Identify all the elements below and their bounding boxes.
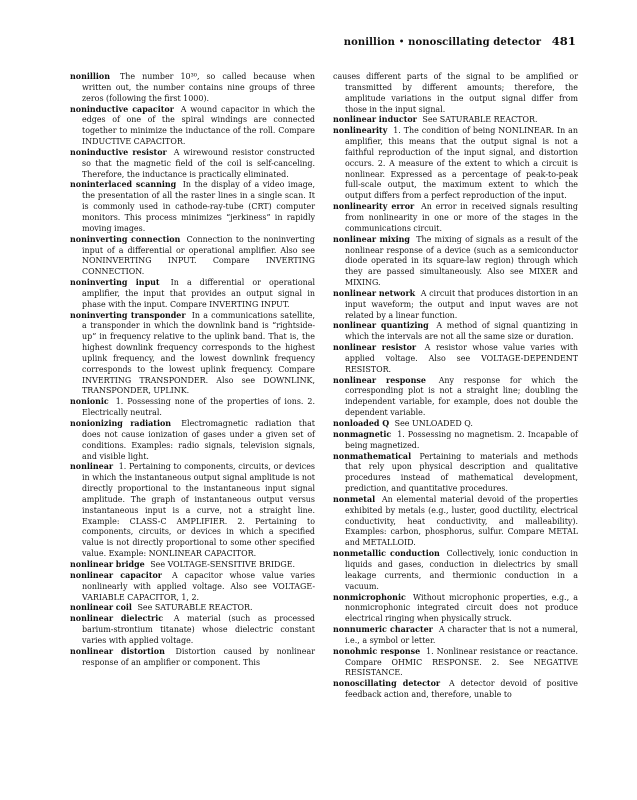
- entry-term: nonlinear bridge: [70, 559, 145, 569]
- entry-definition: A character that is not a numeral, i.e., a symbol or letter.: [345, 625, 578, 645]
- dictionary-entry: [333, 343, 578, 376]
- dictionary-entry: [70, 647, 315, 669]
- entry-definition: A wound capacitor in which the edges of one of the spiral windings are connected together to minimize the inductance of the roll. Compare INDUCTIVE CAPACITOR.: [82, 104, 315, 147]
- dictionary-entry: [333, 625, 578, 647]
- dictionary-entry: [333, 593, 578, 626]
- entry-definition: A resistor whose value varies with applied voltage. Also see VOLTAGE-DEPENDENT RESISTOR.: [345, 343, 579, 374]
- dictionary-entry: [333, 419, 578, 430]
- entry-term: nonmetallic conduction: [333, 549, 440, 559]
- entry-definition: A wirewound resistor constructed so that the magnetic field of the coil is self-canceling. Therefore, the inductance is practically eliminated.: [82, 147, 315, 179]
- entry-definition: The mixing of signals as a result of the nonlinear response of a device (such as a semiconductor diode operated in its square-law region) through which they are passed simultaneously. Also see MIXER and MIXING.: [345, 234, 578, 288]
- entry-term: nonlinear mixing: [333, 234, 410, 244]
- entry-definition: In a communications satellite, a transponder in which the downlink band is “rightside-up” in frequency relative to the uplink band. That is, the highest downlink frequency corresponds to the highest uplink frequency, and the lowest downlink frequency corresponds to the lowest uplink frequency. Compare INVERTING TRANSPONDER. Also see DOWNLINK, TRANSPONDER, UPLINK.: [82, 310, 315, 396]
- entry-term: nonillion: [70, 72, 110, 81]
- dictionary-entry: [70, 397, 315, 419]
- entry-term: nonlinear coil: [70, 603, 132, 613]
- entry-term: nonloaded Q: [333, 419, 390, 428]
- entry-definition: Without microphonic properties, e.g., a nonmicrophonic integrated circuit does not produce electrical ringing when physically struck.: [345, 592, 578, 624]
- entry-term: noninductive resistor: [70, 147, 167, 157]
- entry-definition: A circuit that produces distortion in an input waveform; the output and input waves are not related by a linear function.: [345, 288, 579, 320]
- dictionary-entry: [70, 419, 315, 462]
- entry-definition: A detector devoid of positive feedback action and, therefore, unable to: [345, 679, 578, 700]
- dictionary-entry: [70, 571, 315, 604]
- entry-term: nonlinear resistor: [333, 343, 417, 353]
- entry-term: nonnumeric character: [333, 625, 433, 635]
- right-column: [333, 72, 578, 701]
- entry-term: nonmetal: [333, 494, 376, 504]
- entry-definition: See SATURABLE REACTOR.: [422, 115, 538, 125]
- entry-term: nonlinearity: [333, 126, 388, 136]
- dictionary-entry: [70, 603, 315, 614]
- entry-definition: Any response for which the corresponding plot is not a straight line; doubling the independent variable, for example, does not double the dependent variable.: [345, 375, 578, 418]
- entry-definition: See UNLOADED Q.: [394, 419, 473, 428]
- entry-definition: 1. Pertaining to components, circuits, or devices in which the instantaneous output signal amplitude is not directly proportional to the instantaneous input signal amplitude. The graph of instantaneous output versus instantaneous input is a curve, not a straight line. Example: CLASS-C AMPLIFIER. 2. Pertaining to components, circuits, or devices in which a specified value is not directly proportional to some other specified value. Example: NONLINEAR CAPACITOR.: [82, 462, 315, 559]
- entry-term: nonlinear distortion: [70, 646, 165, 656]
- entry-term: nonmicrophonic: [333, 592, 406, 602]
- dictionary-entry: [333, 495, 578, 549]
- entry-term: noninterlaced scanning: [70, 180, 177, 190]
- left-column: [70, 72, 315, 668]
- entry-term: nonoscillating detector: [333, 679, 441, 689]
- dictionary-entry: [333, 679, 578, 701]
- dictionary-entry: [70, 614, 315, 647]
- entry-term: nonohmic response: [333, 646, 421, 656]
- entry-term: nonlinear network: [333, 288, 416, 298]
- dictionary-entry: [333, 289, 578, 322]
- entry-term: nonmagnetic: [333, 429, 392, 439]
- entry-term: nonlinear capacitor: [70, 570, 162, 580]
- entry-definition: See VOLTAGE-SENSITIVE BRIDGE.: [150, 559, 296, 569]
- entry-term: nonlinear: [70, 462, 114, 472]
- dictionary-entry: [70, 72, 315, 105]
- dictionary-entry: [70, 105, 315, 148]
- dictionary-entry: [333, 115, 578, 126]
- entry-term: nonlinear quantizing: [333, 321, 429, 331]
- entry-term: noninverting connection: [70, 234, 181, 244]
- entry-definition: In a differential or operational amplifier, the input that provides an output signal in phase with the input. Compare INVERTING INPUT.: [82, 278, 315, 309]
- running-header: [70, 34, 576, 48]
- entry-definition: A material (such as processed barium-strontium titanate) whose dielectric constant varies with applied voltage.: [82, 614, 315, 645]
- entry-definition: causes different parts of the signal to be amplified or transmitted by different amounts; therefore, the amplitude variations in the output signal differ from those in the input signal.: [333, 72, 578, 114]
- dictionary-entry: [70, 462, 315, 560]
- dictionary-entry: [70, 235, 315, 278]
- dictionary-entry: [333, 321, 578, 343]
- entry-definition: 1. The condition of being NONLINEAR. In an amplifier, this means that the output signal is not a faithful reproduction of the input signal, and distortion occurs. 2. A measure of the extent to which a circuit is nonlinear. Expressed as a percentage of peak-to-peak full-scale output, the maximum extent to which the output differs from a perfect reproduction of the input.: [345, 126, 578, 201]
- entry-definition: Pertaining to materials and methods that rely upon physical description and qualitative procedures instead of mathematical development, prediction, and quantitative procedures.: [345, 451, 578, 494]
- entry-term: nonionic: [70, 397, 109, 407]
- dictionary-entry: [333, 452, 578, 495]
- entry-definition: 1. Possessing none of the properties of ions. 2. Electrically neutral.: [82, 397, 315, 418]
- dictionary-entry: [70, 148, 315, 181]
- entry-definition: A capacitor whose value varies nonlinearly with applied voltage. Also see VOLTAGE-VARIABLE CAPACITOR, 1, 2.: [82, 570, 316, 602]
- entry-definition: Distortion caused by nonlinear response of an amplifier or component. This: [82, 646, 315, 667]
- entry-definition: See SATURABLE REACTOR.: [137, 603, 253, 613]
- entry-definition: Collectively, ionic conduction in liquids and gases, conduction in dielectrics by small leakage currents, and thermionic conduction in a vacuum.: [345, 549, 578, 591]
- entry-term: nonlinear dielectric: [70, 614, 164, 624]
- dictionary-entry: [333, 72, 578, 115]
- dictionary-entry: [70, 311, 315, 398]
- dictionary-entry: [333, 376, 578, 419]
- page-number: 481: [551, 34, 576, 48]
- dictionary-entry: [70, 560, 315, 571]
- dictionary-entry: [333, 235, 578, 289]
- dictionary-entry: [333, 430, 578, 452]
- dictionary-entry: [70, 278, 315, 311]
- entry-term: noninverting input: [70, 278, 160, 288]
- entry-term: noninductive capacitor: [70, 104, 174, 114]
- header-left-word: nonillion: [343, 37, 395, 48]
- dictionary-entry: [70, 180, 315, 234]
- entry-definition: 1. Possessing no magnetism. 2. Incapable of being magnetized.: [345, 429, 578, 450]
- dictionary-entry: [333, 647, 578, 680]
- entry-term: nonlinear response: [333, 375, 426, 385]
- dictionary-entry: [333, 202, 578, 235]
- entry-definition: 1. Nonlinear resistance or reactance. Compare OHMIC RESPONSE. 2. See NEGATIVE RESISTANCE.: [345, 646, 579, 678]
- entry-definition: A method of signal quantizing in which the intervals are not all the same size or duration.: [345, 321, 579, 342]
- header-separator: •: [398, 37, 405, 48]
- dictionary-entry: [333, 549, 578, 592]
- entry-term: nonionizing radiation: [70, 419, 172, 428]
- entry-term: nonmathematical: [333, 451, 412, 461]
- entry-definition: In the display of a video image, the presentation of all the raster lines in a single scan. It is commonly used in cathode-ray-tube (CRT) computer monitors. This process minimizes “jerkiness” in rapidly moving images.: [82, 180, 316, 233]
- entry-definition: Electromagnetic radiation that does not cause ionization of gases under a given set of conditions. Examples: radio signals, television signals, and visible light.: [82, 419, 315, 461]
- entry-definition: The number 10³⁰, so called because when written out, the number contains nine groups of three zeros (following the first 1000).: [82, 72, 315, 103]
- entry-term: nonlinearity error: [333, 202, 415, 212]
- entry-term: noninverting transponder: [70, 310, 186, 320]
- entry-definition: An elemental material devoid of the properties exhibited by metals (e.g., luster, good ductility, electrical conductivity, heat conductivity, and malleability). Examples: carbon, phosphorus, sulfur. Compare METAL and METALLOID.: [345, 494, 578, 548]
- entry-definition: Connection to the noninverting input of a differential or operational amplifier. Also see NONINVERTING INPUT. Compare INVERTING CONNECTION.: [82, 234, 315, 277]
- dictionary-entry: [333, 126, 578, 202]
- header-right-word: nonoscillating detector: [408, 37, 542, 48]
- entry-definition: An error in received signals resulting from nonlinearity in one or more of the stages in the communications circuit.: [345, 202, 578, 233]
- entry-term: nonlinear inductor: [333, 115, 417, 125]
